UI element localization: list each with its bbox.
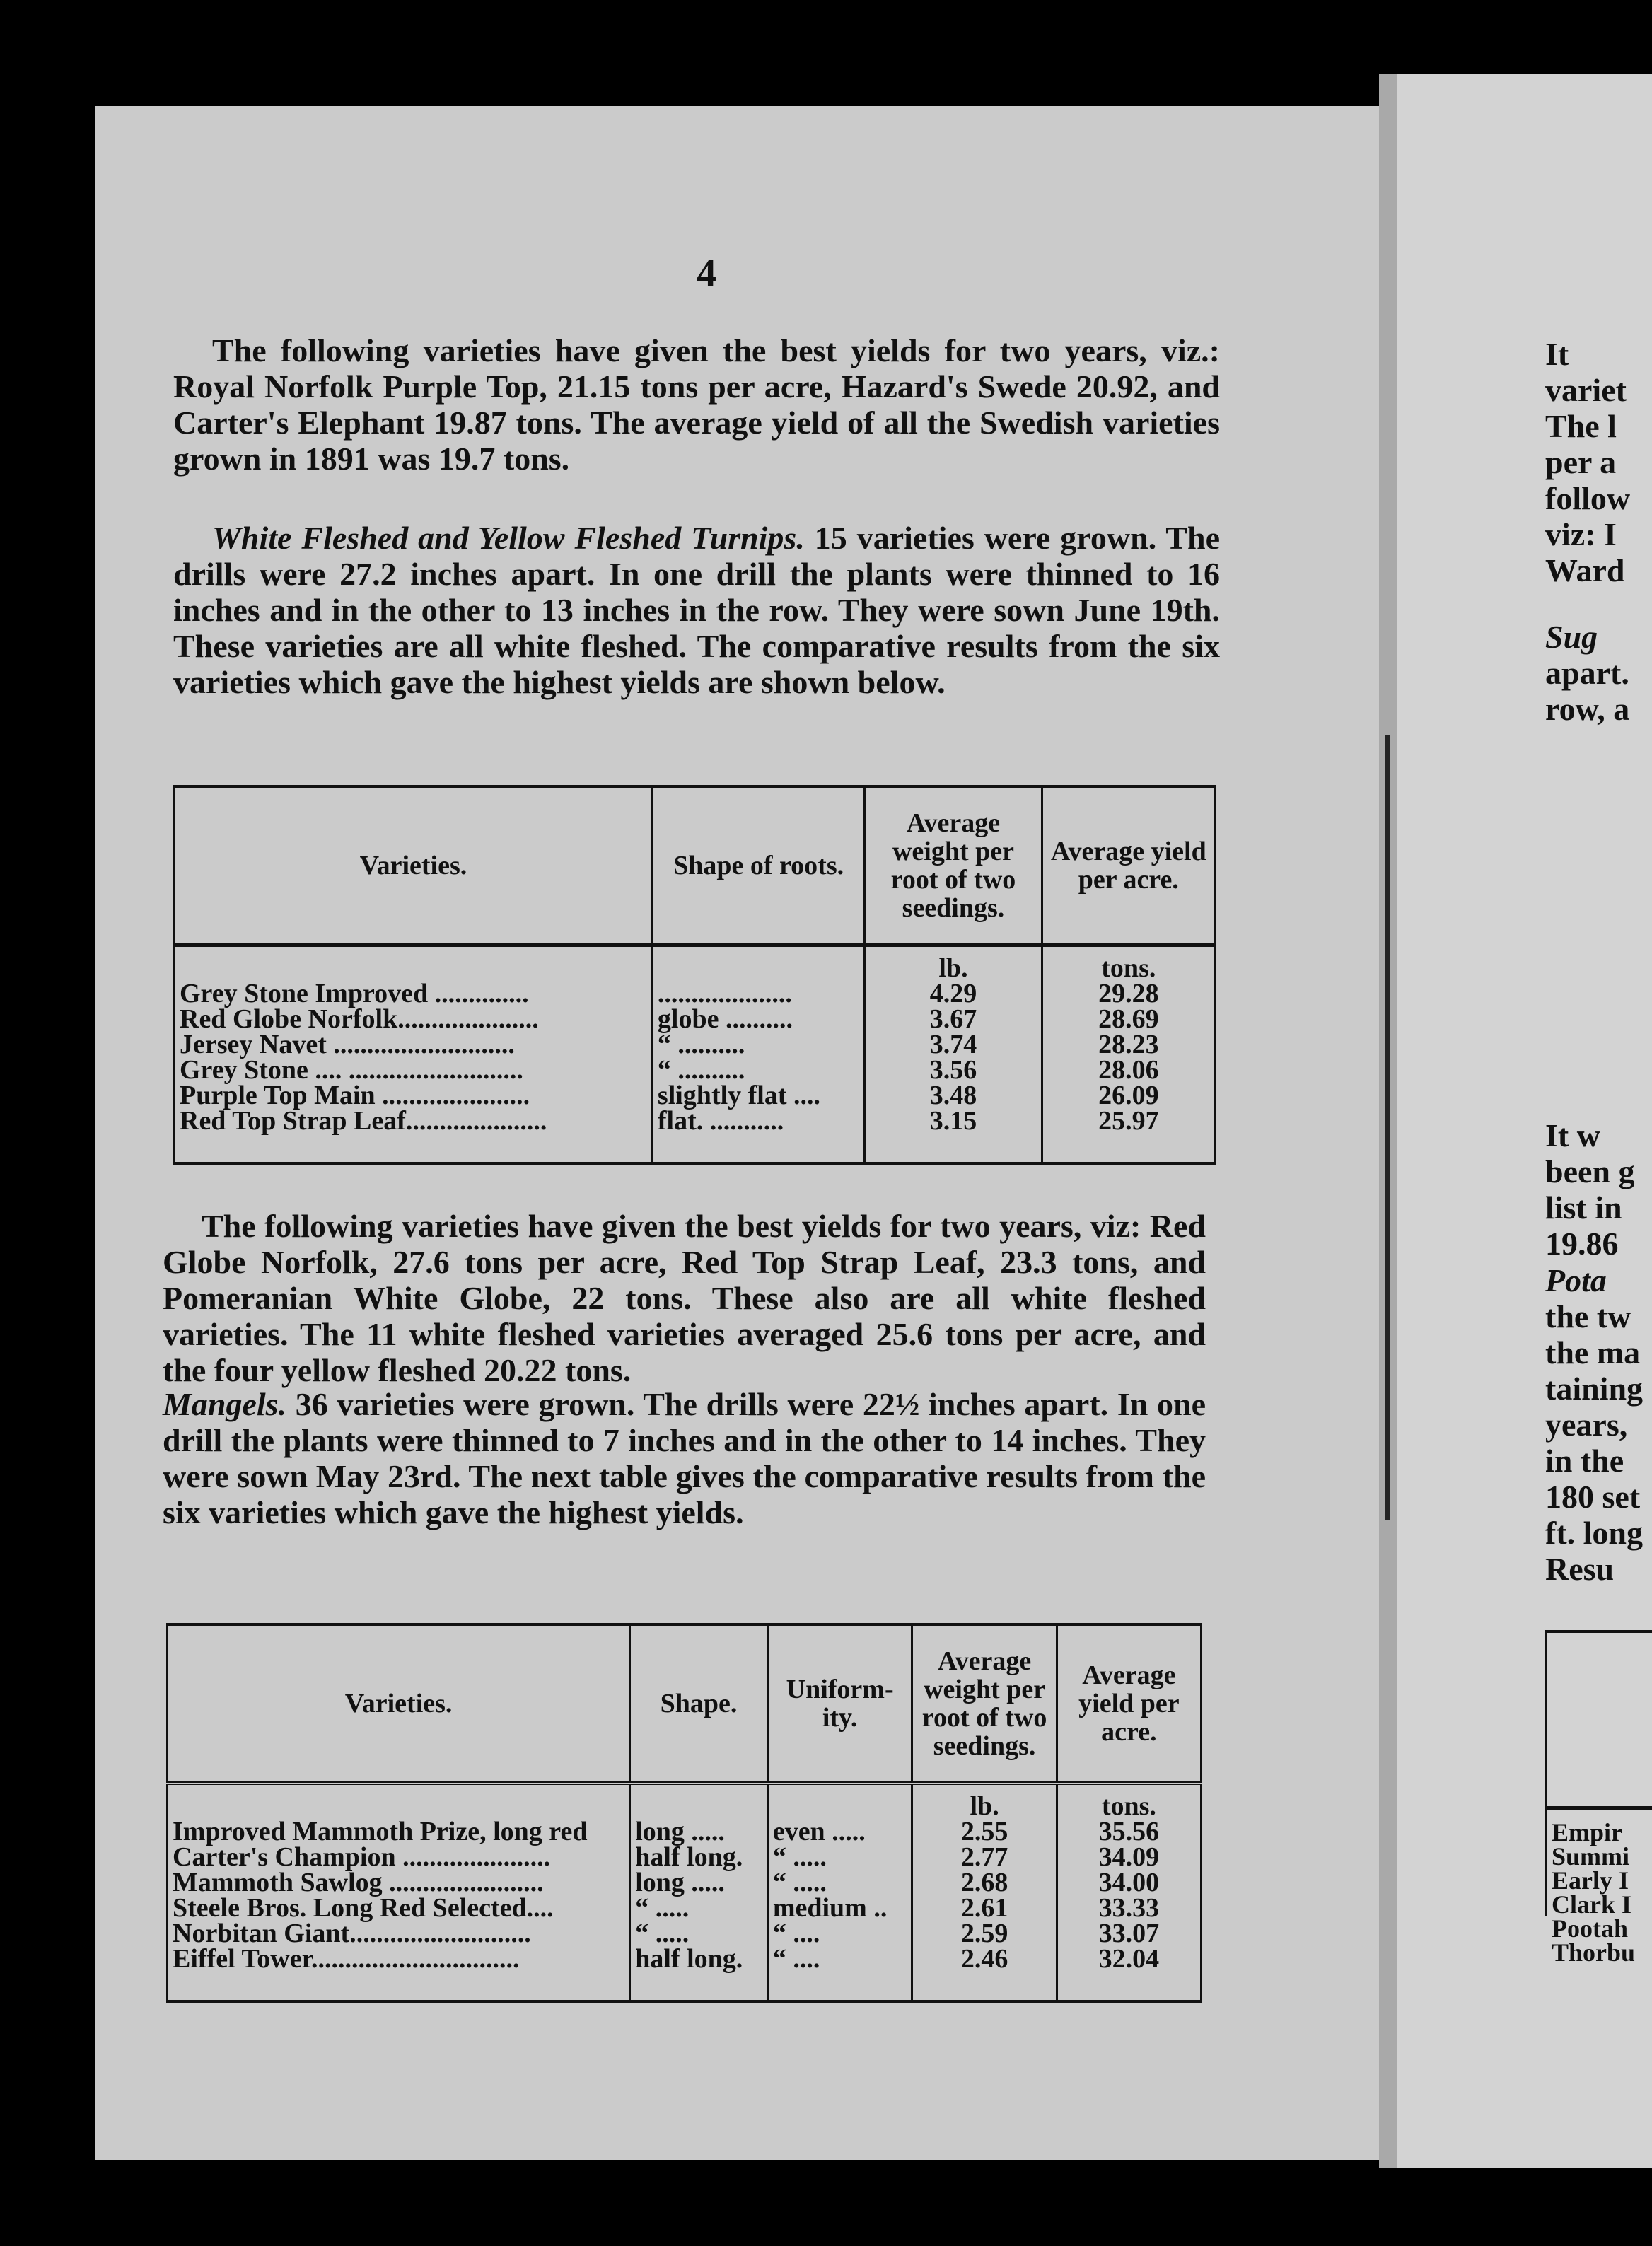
right-page-line: taining — [1545, 1371, 1644, 1407]
table-cell: 2.68 — [912, 1870, 1057, 1895]
mangels-heading: Mangels. — [163, 1386, 287, 1422]
table-cell: 25.97 — [1042, 1108, 1215, 1163]
table-row — [168, 1946, 1202, 2001]
table-cell: 2.59 — [912, 1921, 1057, 1946]
right-page-line: list in — [1545, 1189, 1622, 1226]
table-rule — [1547, 1806, 1652, 1810]
right-page-line: Summi — [1552, 1842, 1630, 1870]
table-cell: Purple Top Main ...................... — [175, 1083, 653, 1108]
col-header-yield: Average yield per acre. — [1042, 786, 1215, 945]
table-cell: “ ..... — [630, 1895, 768, 1921]
unit-cell — [175, 945, 653, 982]
right-page-line: in the — [1545, 1443, 1624, 1479]
right-page-line: the tw — [1545, 1298, 1631, 1334]
right-page-line: variet — [1545, 372, 1627, 408]
unit-cell — [767, 1784, 912, 1820]
table-cell: “ ..... — [767, 1870, 912, 1895]
col-header-shape: Shape. — [630, 1624, 768, 1784]
table-cell: 28.06 — [1042, 1057, 1215, 1083]
table-cell: 28.23 — [1042, 1032, 1215, 1057]
table-cell: 34.00 — [1057, 1870, 1201, 1895]
table-cell: “ .... — [767, 1946, 912, 2001]
right-page-line: apart. — [1545, 655, 1629, 691]
table-row — [168, 1819, 1202, 1844]
right-page-line: Resu — [1545, 1551, 1615, 1587]
table-cell: “ .......... — [652, 1032, 864, 1057]
paragraph-turnips: White Fleshed and Yellow Fleshed Turnips. 15 varieties were grown. The drills were 27.2 inches apart. In one drill the plants were thinned to 16 inches and in the other to 13 inches in the row. They were sown June 19th. These varieties are all white fleshed. The comparative results from the six varieties which gave the highest yields are shown below. — [173, 520, 1220, 700]
right-page-line: It w — [1545, 1117, 1600, 1153]
right-page-line: per a — [1545, 444, 1617, 480]
table-cell: half long. — [630, 1946, 768, 2001]
right-page-lines-a — [1545, 336, 1630, 588]
binding-thread — [1385, 735, 1390, 1520]
right-page-table — [1545, 1630, 1652, 1967]
right-page-lines-c — [1545, 1117, 1635, 1262]
turnips-heading: White Fleshed and Yellow Fleshed Turnips. — [212, 520, 805, 556]
table-cell: “ ..... — [630, 1921, 768, 1946]
right-page-line: It — [1545, 336, 1569, 372]
table-cell: 2.61 — [912, 1895, 1057, 1921]
unit-cell — [630, 1784, 768, 1820]
table-cell: 2.77 — [912, 1844, 1057, 1870]
mangels-table — [166, 1623, 1202, 2003]
table-cell: Norbitan Giant........................... — [168, 1921, 630, 1946]
table-cell: long ..... — [630, 1819, 768, 1844]
units-row — [168, 1784, 1202, 1820]
table-header-row — [168, 1624, 1202, 1784]
right-page-line: the ma — [1545, 1334, 1641, 1371]
right-page-line: Clark I — [1552, 1890, 1632, 1919]
table-cell: “ .... — [767, 1921, 912, 1946]
col-header-yield: Average yield per acre. — [1057, 1624, 1201, 1784]
col-header-uniformity: Uniform-ity. — [767, 1624, 912, 1784]
table-cell: Grey Stone .... .......................... — [175, 1057, 653, 1083]
unit-cell: tons. — [1042, 945, 1215, 982]
table-cell: 28.69 — [1042, 1006, 1215, 1032]
table-cell: 26.09 — [1042, 1083, 1215, 1108]
table-cell: 34.09 — [1057, 1844, 1201, 1870]
table-cell: Improved Mammoth Prize, long red — [168, 1819, 630, 1844]
table-cell: Steele Bros. Long Red Selected.... — [168, 1895, 630, 1921]
right-page-line: The l — [1545, 408, 1617, 444]
table-cell: 3.15 — [865, 1108, 1042, 1163]
table-cell: 3.74 — [865, 1032, 1042, 1057]
table-row — [168, 1895, 1202, 1921]
right-page-lines-b — [1545, 655, 1629, 727]
table-cell: 3.56 — [865, 1057, 1042, 1083]
unit-cell — [168, 1784, 630, 1820]
right-page-line: ft. long — [1545, 1515, 1643, 1551]
table-cell: medium .. — [767, 1895, 912, 1921]
right-page-heading-b: Sug — [1545, 619, 1598, 655]
table-cell: flat. ........... — [652, 1108, 864, 1163]
right-page-lines-d — [1545, 1298, 1643, 1587]
col-header-weight: Average weight per root of two seedings. — [865, 786, 1042, 945]
table-cell: 2.55 — [912, 1819, 1057, 1844]
right-page-line: Early I — [1552, 1866, 1629, 1895]
table-cell: 33.07 — [1057, 1921, 1201, 1946]
table-cell: 3.48 — [865, 1083, 1042, 1108]
units-row — [175, 945, 1216, 982]
table-cell: Red Globe Norfolk..................... — [175, 1006, 653, 1032]
table-cell: Red Top Strap Leaf..................... — [175, 1108, 653, 1163]
right-page-line: years, — [1545, 1407, 1628, 1443]
right-table-rows — [1552, 1820, 1635, 1965]
table-cell: 29.28 — [1042, 981, 1215, 1006]
table-cell: “ ..... — [767, 1844, 912, 1870]
table-cell: Mammoth Sawlog ....................... — [168, 1870, 630, 1895]
table-cell: Grey Stone Improved .............. — [175, 981, 653, 1006]
table-cell: even ..... — [767, 1819, 912, 1844]
unit-cell — [652, 945, 864, 982]
table-row — [168, 1921, 1202, 1946]
col-header-varieties: Varieties. — [175, 786, 653, 945]
table-cell: globe .......... — [652, 1006, 864, 1032]
table-cell: .................... — [652, 981, 864, 1006]
table-row — [175, 981, 1216, 1006]
page-number: 4 — [697, 252, 716, 296]
unit-cell: lb. — [865, 945, 1042, 982]
right-page-line: 19.86 — [1545, 1226, 1619, 1262]
table-cell: Eiffel Tower............................... — [168, 1946, 630, 2001]
col-header-shape: Shape of roots. — [652, 786, 864, 945]
right-page-line: viz: I — [1545, 516, 1617, 552]
paragraph-swedes: The following varieties have given the best yields for two years, viz.: Royal Norfolk Purple Top, 21.15 tons per acre, Hazard's Swede 20.92, and Carter's Elephant 19.87 tons. The average yield of all the Swedish varieties grown in 1891 was 19.7 tons. — [173, 332, 1220, 477]
table-row — [175, 1108, 1216, 1163]
right-page-line: Ward — [1545, 552, 1625, 588]
table-cell: Jersey Navet ........................... — [175, 1032, 653, 1057]
table-cell: slightly flat .... — [652, 1083, 864, 1108]
right-page-line: row, a — [1545, 691, 1630, 727]
table-row — [175, 1057, 1216, 1083]
table-cell: 32.04 — [1057, 1946, 1201, 2001]
paragraph-mangels: Mangels. 36 varieties were grown. The drills were 22½ inches apart. In one drill the plants were thinned to 7 inches and in the other to 14 inches. They were sown May 23rd. The next table gives the comparative results from the six varieties which gave the highest yields. — [163, 1386, 1206, 1530]
table-cell: half long. — [630, 1844, 768, 1870]
right-page-line: Pootah — [1552, 1914, 1628, 1943]
table-row — [168, 1870, 1202, 1895]
right-page-line: Thorbu — [1552, 1938, 1636, 1967]
right-page-line: Empir — [1552, 1818, 1623, 1846]
table-cell: 4.29 — [865, 981, 1042, 1006]
col-header-varieties: Varieties. — [168, 1624, 630, 1784]
unit-cell: lb. — [912, 1784, 1057, 1820]
right-page-line: follow — [1545, 480, 1631, 516]
table-cell: “ .......... — [652, 1057, 864, 1083]
right-page-line: been g — [1545, 1153, 1635, 1189]
table-row — [168, 1844, 1202, 1870]
table-cell: 35.56 — [1057, 1819, 1201, 1844]
turnips-table — [173, 785, 1216, 1165]
col-header-weight: Average weight per root of two seedings. — [912, 1624, 1057, 1784]
table-row — [175, 1083, 1216, 1108]
right-page-line: 180 set — [1545, 1479, 1641, 1515]
table-row — [175, 1032, 1216, 1057]
table-row — [175, 1006, 1216, 1032]
table-cell: Carter's Champion ...................... — [168, 1844, 630, 1870]
table-cell: 3.67 — [865, 1006, 1042, 1032]
table-header-row — [175, 786, 1216, 945]
unit-cell: tons. — [1057, 1784, 1201, 1820]
right-page-heading-d: Pota — [1545, 1262, 1607, 1298]
table-cell: 33.33 — [1057, 1895, 1201, 1921]
table-cell: 2.46 — [912, 1946, 1057, 2001]
paragraph-turnip-summary: The following varieties have given the best yields for two years, viz: Red Globe Norfolk, 27.6 tons per acre, Red Top Strap Leaf, 23.3 tons, and Pomeranian White Globe, 22 tons. These also are all white fleshed varieties. The 11 white fleshed varieties averaged 25.6 tons per acre, and the four yellow fleshed 20.22 tons. — [163, 1208, 1206, 1388]
table-cell: long ..... — [630, 1870, 768, 1895]
